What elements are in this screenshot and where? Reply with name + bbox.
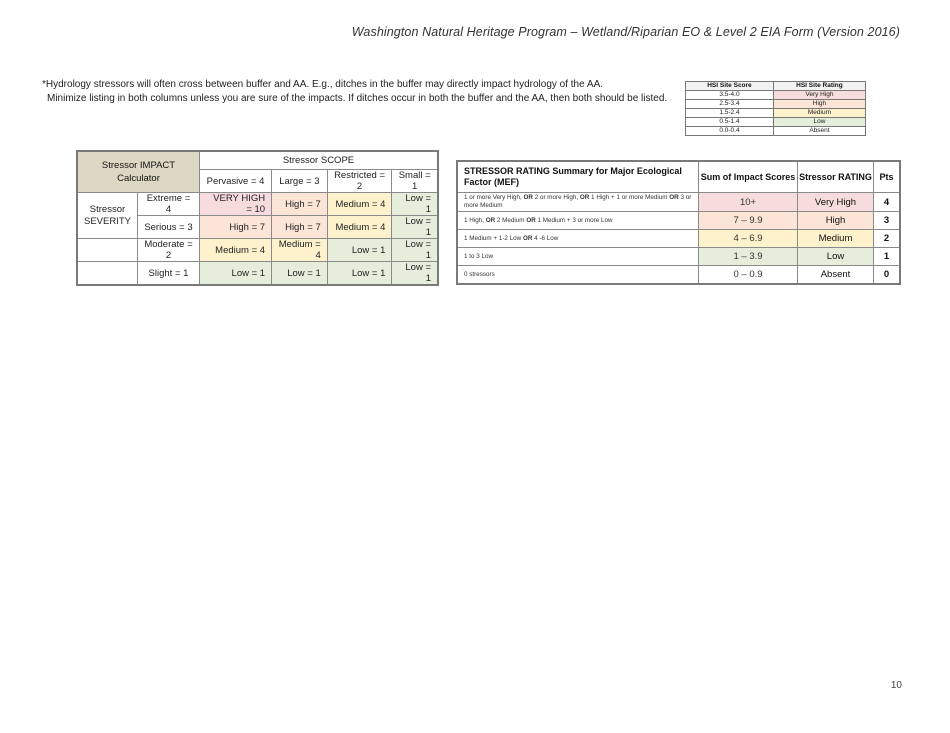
desc-or: OR: [579, 194, 590, 201]
sum-range: 1 – 3.9: [699, 248, 798, 266]
note-line-1: *Hydrology stressors will often cross between buffer and AA. E.g., ditches in the buffer may directly impact hydrology of the AA.: [42, 79, 604, 90]
impact-cell: Low = 1: [327, 262, 392, 286]
rating-row: [457, 212, 900, 230]
severity-header: Stressor SEVERITY: [77, 193, 137, 239]
impact-cell: Low = 1: [199, 262, 271, 286]
hsi-rating: Medium: [773, 109, 865, 118]
scope-col-header: Pervasive = 4: [199, 170, 271, 193]
stressor-rating: Very High: [798, 193, 874, 212]
desc-text: 4 -6 Low: [532, 234, 559, 242]
desc-text: 1 or more Very High,: [464, 194, 524, 201]
stressor-rating: High: [798, 212, 874, 230]
hsi-rating: High: [773, 100, 865, 109]
impact-cell: Low = 1: [392, 239, 438, 262]
stressor-impact-calculator: [76, 150, 439, 286]
desc-or: OR: [523, 194, 533, 201]
pts-header: Pts: [874, 161, 901, 193]
sum-header: Sum of Impact Scores: [699, 161, 798, 193]
hsi-score-header: HSI Site Score: [686, 82, 774, 91]
stressor-rating-header: Stressor RATING: [798, 161, 874, 193]
rating-header-row: [457, 161, 900, 193]
hsi-score: 0.5-1.4: [686, 118, 774, 127]
rating-description: [457, 193, 699, 212]
desc-or: OR: [522, 234, 533, 242]
desc-text: 1 High,: [464, 216, 486, 224]
rating-description: [457, 212, 699, 230]
severity-header-spacer: [77, 239, 137, 262]
hsi-row: [686, 109, 866, 118]
points: 0: [874, 266, 901, 285]
impact-cell: Medium = 4: [199, 239, 271, 262]
rating-description: 1 to 3 Low: [457, 248, 699, 266]
severity-label: Slight = 1: [137, 262, 199, 286]
stressor-rating-summary-table: [456, 160, 901, 285]
hsi-score: 0.0-0.4: [686, 127, 774, 136]
calculator-title: Stressor IMPACT Calculator: [77, 151, 199, 193]
impact-cell: Low = 1: [392, 193, 438, 216]
rating-description: 0 stressors: [457, 266, 699, 285]
desc-or: OR: [526, 216, 536, 224]
hydrology-note: [42, 78, 667, 106]
impact-cell: Low = 1: [392, 262, 438, 286]
desc-text: 1 High + 1 or more Medium: [589, 194, 670, 201]
impact-cell: High = 7: [272, 193, 328, 216]
severity-row: [77, 262, 438, 286]
mef-header: STRESSOR RATING Summary for Major Ecological Factor (MEF): [457, 161, 699, 193]
desc-text: 2 Medium: [495, 216, 527, 224]
severity-label: Moderate = 2: [137, 239, 199, 262]
impact-cell: High = 7: [199, 216, 271, 239]
points: 1: [874, 248, 901, 266]
impact-cell: Medium = 4: [272, 239, 328, 262]
hsi-row: [686, 118, 866, 127]
sum-range: 7 – 9.9: [699, 212, 798, 230]
hsi-score: 3.5-4.0: [686, 91, 774, 100]
scope-col-header: Restricted = 2: [327, 170, 392, 193]
stressor-rating: Medium: [798, 230, 874, 248]
severity-row: [77, 193, 438, 216]
page-header: Washington Natural Heritage Program – Wetland/Riparian EO & Level 2 EIA Form (Version 2016): [351, 25, 900, 39]
desc-or: OR: [485, 216, 496, 224]
desc-text: 2 or more High,: [532, 194, 580, 201]
hsi-row: [686, 127, 866, 136]
scope-col-header: Small = 1: [392, 170, 438, 193]
impact-cell: Low = 1: [272, 262, 328, 286]
scope-header: Stressor SCOPE: [199, 151, 438, 170]
impact-cell: Low = 1: [327, 239, 392, 262]
rating-description: [457, 230, 699, 248]
hsi-rating-table: [685, 81, 866, 136]
impact-cell: VERY HIGH = 10: [199, 193, 271, 216]
hsi-rating: Absent: [773, 127, 865, 136]
hsi-rating: Low: [773, 118, 865, 127]
points: 3: [874, 212, 901, 230]
impact-cell: Medium = 4: [327, 216, 392, 239]
severity-label: Extreme = 4: [137, 193, 199, 216]
stressor-rating: Absent: [798, 266, 874, 285]
hsi-rating: Very High: [773, 91, 865, 100]
sum-range: 10+: [699, 193, 798, 212]
hsi-rating-header: HSI Site Rating: [773, 82, 865, 91]
scope-col-header: Large = 3: [272, 170, 328, 193]
severity-row: [77, 239, 438, 262]
hsi-score: 2.5-3.4: [686, 100, 774, 109]
desc-or: OR: [669, 194, 679, 201]
stressor-rating: Low: [798, 248, 874, 266]
severity-label: Serious = 3: [137, 216, 199, 239]
hsi-row: [686, 91, 866, 100]
page-number: 10: [890, 680, 902, 691]
impact-cell: Medium = 4: [327, 193, 392, 216]
desc-text: 1 Medium + 1-2 Low: [464, 234, 523, 242]
hsi-header-row: [686, 82, 866, 91]
severity-header-spacer: [77, 262, 137, 286]
desc-text: 3 or more Medium: [464, 194, 692, 209]
points: 2: [874, 230, 901, 248]
hsi-row: [686, 100, 866, 109]
impact-cell: Low = 1: [392, 216, 438, 239]
sum-range: 4 – 6.9: [699, 230, 798, 248]
impact-cell: High = 7: [272, 216, 328, 239]
points: 4: [874, 193, 901, 212]
note-line-2: Minimize listing in both columns unless you are sure of the impacts. If ditches occur in both the buffer and the AA, then both should be listed.: [47, 93, 668, 104]
desc-text: 1 Medium + 3 or more Low: [535, 216, 613, 224]
rating-row: [457, 266, 900, 285]
rating-row: [457, 230, 900, 248]
hsi-score: 1.5-2.4: [686, 109, 774, 118]
rating-row: [457, 248, 900, 266]
sum-range: 0 – 0.9: [699, 266, 798, 285]
rating-row: [457, 193, 900, 212]
